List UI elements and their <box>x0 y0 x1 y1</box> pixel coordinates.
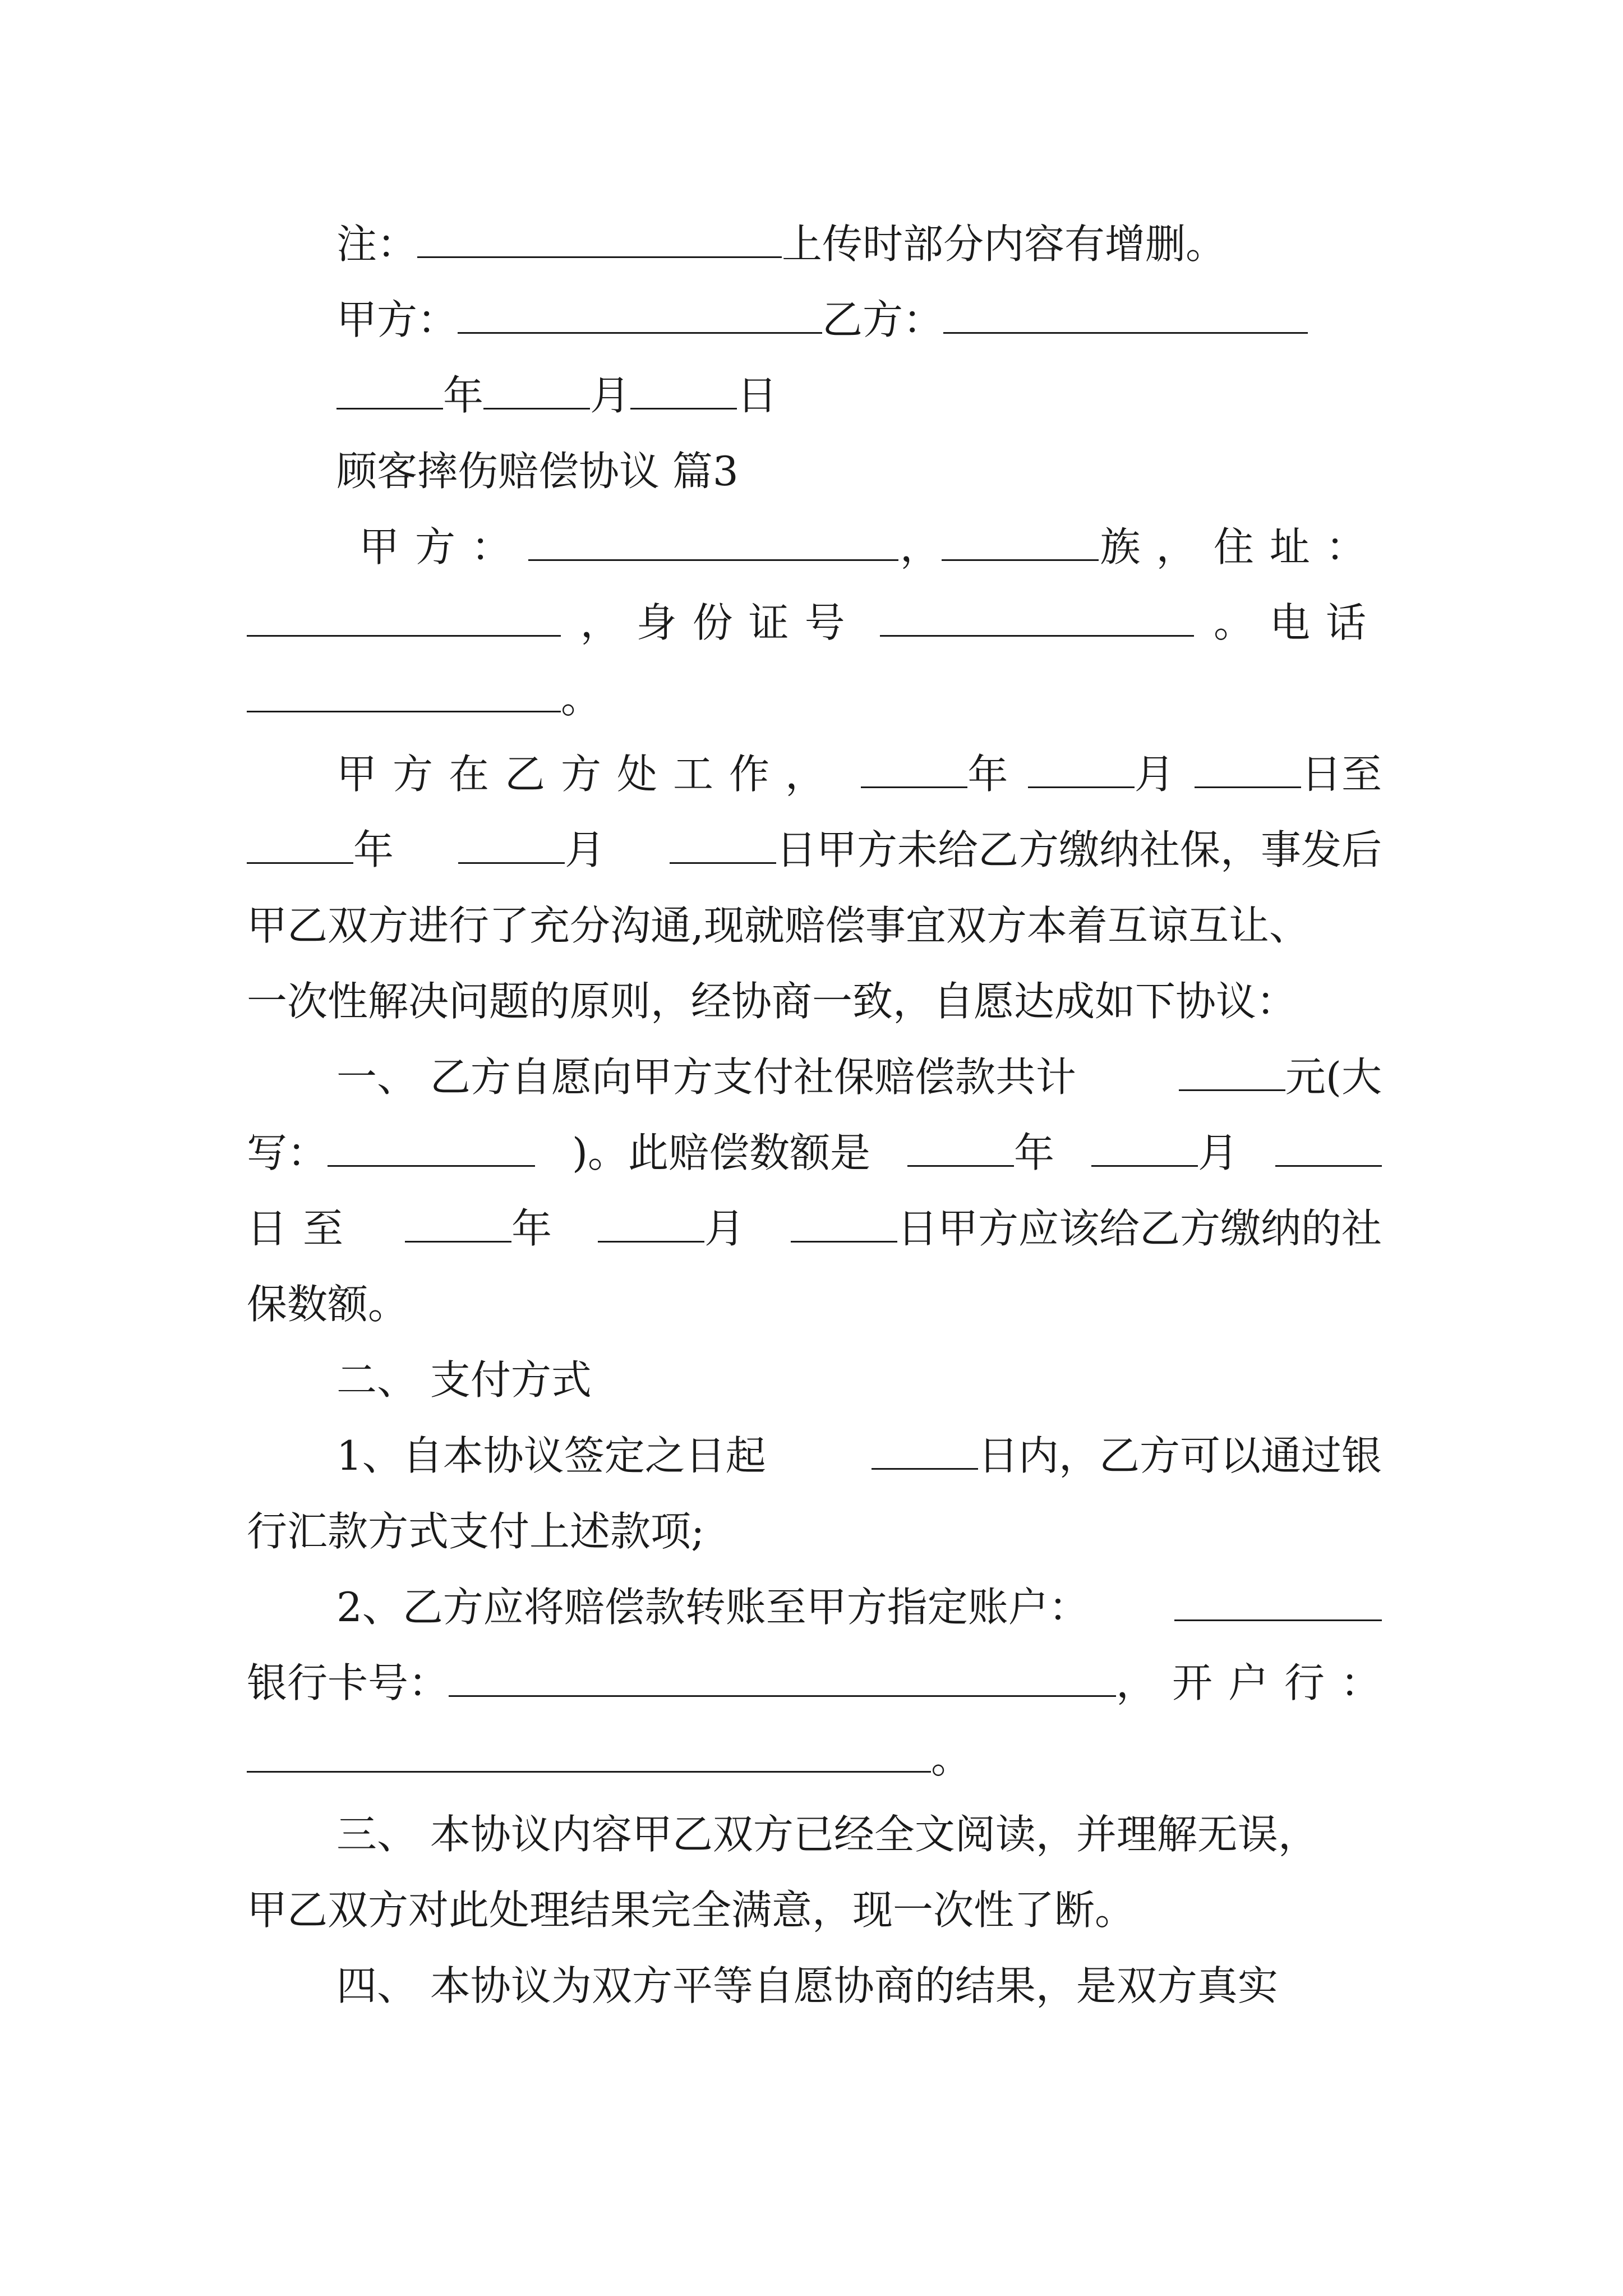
days-blank <box>872 1433 978 1470</box>
note-suffix: 上传时部分内容有增删。 <box>782 220 1227 268</box>
party-a-name-blank <box>528 524 898 561</box>
period-end-year-blank <box>405 1206 511 1243</box>
bank-end: 。 <box>931 1735 972 1782</box>
item2-sub2-line-2 <box>247 1655 1397 1711</box>
note-prefix: 注： <box>336 220 418 268</box>
item1-line-3 <box>247 1200 1382 1257</box>
work-period-line-4: 一次性解决问题的原则，经协商一致，自愿达成如下协议： <box>247 978 1297 1025</box>
work-period-line-3: 甲乙双方进行了充分沟通,现就赔偿事宜双方本着互谅互让、 <box>247 902 1310 949</box>
party-a-sign-blank <box>458 297 822 334</box>
item1-line-4: 保数额。 <box>247 1281 409 1328</box>
party-a-info-line-2 <box>247 595 1382 651</box>
year-label: 年 <box>443 372 484 419</box>
ethnic-label: 族， <box>1100 523 1212 570</box>
period-start-year-blank <box>907 1130 1014 1167</box>
work-period-text: 甲方在乙方处工作， <box>336 751 842 798</box>
item1-text: 一、 乙方自愿向甲方支付社保赔偿款共计 <box>336 1053 1076 1101</box>
item2-sub1-tail: 日内，乙方可以通过银 <box>978 1432 1382 1479</box>
start-month-blank <box>1028 752 1135 788</box>
period-start-month-label: 月 <box>1197 1129 1238 1176</box>
item2-sub1-line-1 <box>336 1428 1382 1484</box>
comma: ， <box>900 523 940 570</box>
party-b-sign-label: 乙方： <box>822 296 944 343</box>
end-year-label: 年 <box>353 826 394 873</box>
signature-line <box>336 292 1308 348</box>
item2-sub1-line-2: 行汇款方式支付上述款项; <box>247 1508 705 1555</box>
item2-sub2-line-3 <box>247 1731 971 1787</box>
item1-line-2 <box>247 1125 1382 1181</box>
party-a-label: 甲方： <box>359 523 528 570</box>
party-a-sign-label: 甲方： <box>336 296 458 343</box>
start-year-label: 年 <box>967 751 1008 798</box>
day-blank <box>630 373 737 409</box>
end-month-label: 月 <box>564 826 605 873</box>
bank-label: ，开户行： <box>1116 1659 1397 1706</box>
period-start-year-label: 年 <box>1014 1129 1055 1176</box>
id-label: ，身份证号 <box>580 599 861 646</box>
start-month-label: 月 <box>1134 751 1175 798</box>
amount-words-blank <box>328 1130 535 1167</box>
note-line <box>336 216 1226 272</box>
month-label: 月 <box>590 372 631 419</box>
item2-sub2-text: 2、乙方应将赔偿款转账至甲方指定账户： <box>336 1584 1089 1631</box>
day-label: 日 <box>737 372 778 419</box>
end-year-blank <box>247 827 353 864</box>
bank-name-blank <box>247 1736 931 1773</box>
item4-line-1: 四、 本协议为双方平等自愿协商的结果，是双方真实 <box>336 1962 1278 2009</box>
month-blank <box>483 373 590 409</box>
phone-blank <box>247 676 561 712</box>
address-blank <box>247 600 561 637</box>
party-a-info-line-3 <box>247 670 601 726</box>
item3-line-1: 三、 本协议内容甲乙双方已经全文阅读，并理解无误， <box>336 1811 1318 1858</box>
item1-day-to: 日至 <box>247 1205 359 1252</box>
start-day-blank <box>1195 752 1301 788</box>
period-start-month-blank <box>1091 1130 1198 1167</box>
end-month-blank <box>458 827 565 864</box>
card-number-blank <box>449 1660 1116 1697</box>
phone-label: 。电话 <box>1213 599 1382 646</box>
item2-title: 二、 支付方式 <box>336 1356 592 1404</box>
work-period-line-1 <box>336 746 1382 802</box>
start-day-to-label: 日至 <box>1301 751 1382 798</box>
start-year-blank <box>861 752 967 788</box>
period-end-year-label: 年 <box>511 1205 552 1252</box>
yuan-label: 元(大 <box>1285 1053 1382 1101</box>
card-number-label: 银行卡号： <box>247 1659 449 1706</box>
party-a-info-line-1 <box>359 519 1382 575</box>
work-period-line-2 <box>247 822 1382 878</box>
note-blank <box>417 222 782 258</box>
id-number-blank <box>880 600 1194 637</box>
date-line <box>336 367 777 424</box>
work-period-tail: 日甲方未给乙方缴纳社保，事发后 <box>776 826 1382 873</box>
period-end-month-blank <box>598 1206 704 1243</box>
year-blank <box>336 373 443 409</box>
item1-tail: 日甲方应该给乙方缴纳的社 <box>897 1205 1382 1252</box>
period-start-day-blank <box>1275 1130 1382 1167</box>
end-day-blank <box>670 827 776 864</box>
item3-line-2: 甲乙双方对此处理结果完全满意，现一次性了断。 <box>247 1887 1136 1934</box>
period-end-day-blank <box>791 1206 897 1243</box>
ethnic-blank <box>942 524 1099 561</box>
item1-line-1 <box>336 1049 1382 1105</box>
period-end-month-label: 月 <box>704 1205 745 1252</box>
party-b-sign-blank <box>943 297 1308 334</box>
amount-blank <box>1179 1055 1285 1091</box>
amount-words-label: 写： <box>247 1129 328 1176</box>
item2-sub1-text: 1、自本协议签定之日起 <box>336 1432 766 1479</box>
account-name-blank <box>1174 1585 1382 1621</box>
item1-mid-text: )。此赔偿数额是 <box>571 1129 871 1176</box>
section-title: 顾客摔伤赔偿协议 篇3 <box>336 448 739 495</box>
address-label: 住址： <box>1213 523 1382 570</box>
item2-sub2-line-1 <box>336 1579 1382 1635</box>
phone-end: 。 <box>561 675 602 722</box>
